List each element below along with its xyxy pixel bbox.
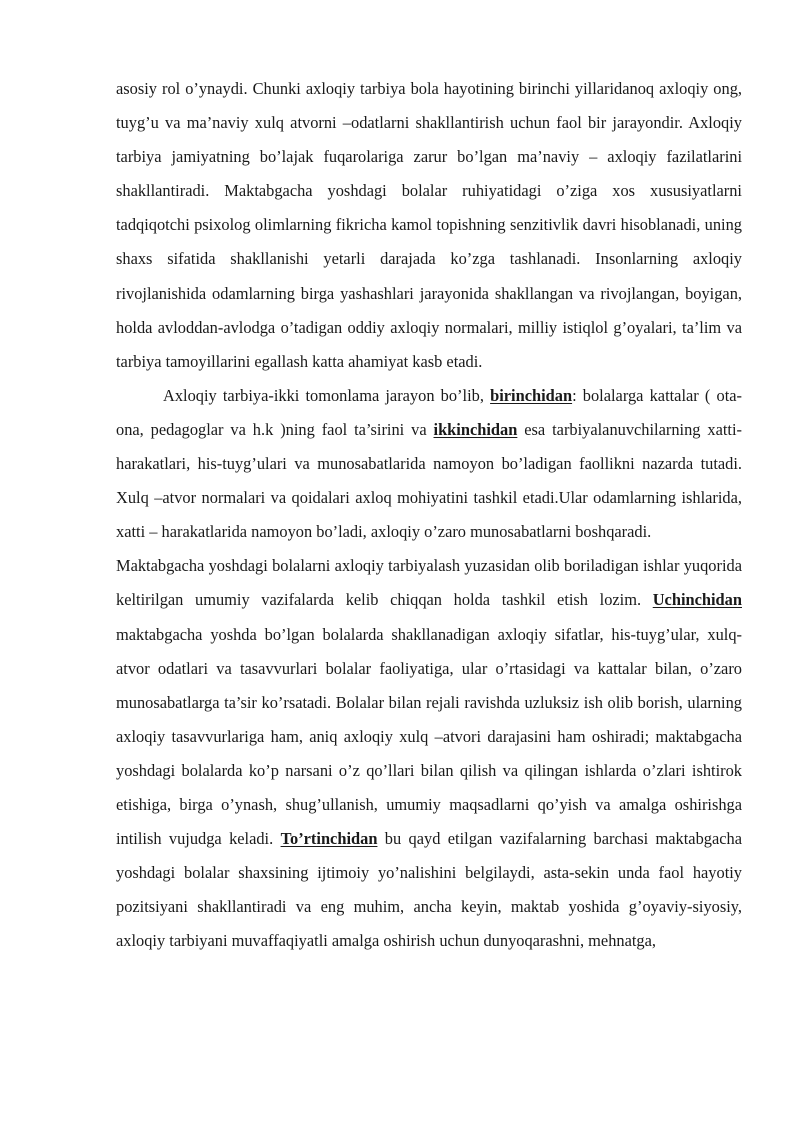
keyword-birinchidan: birinchidan xyxy=(490,385,573,405)
paragraph-text: Maktabgacha yoshdagi bolalarni axloqiy tarbiyalash yuzasidan olib boriladigan ishlar yuqorida keltirilgan umumiy vazifalarda kelib chiqqan holda tashkil etish lozim. xyxy=(116,556,742,610)
paragraph-text: : bolalarga kattalar ( ota-ona, pedagoglar va h.k )ning faol ta’sirini va xyxy=(116,385,742,439)
keyword-ikkinchidan: ikkinchidan xyxy=(433,419,518,439)
keyword-uchinchidan: Uchinchidan xyxy=(652,590,742,610)
paragraph-text: asosiy rol o’ynaydi. Chunki axloqiy tarbiya bola hayotining birinchi yillaridanoq axloqiy ong, tuyg’u va ma’naviy xulq atvorni –odatlarni shakllantirish uchun faol bir jarayondir. Axloqiy tarbiya jamiyatning bo’lajak fuqarolariga zarur bo’lgan ma’naviy – axloqiy fazilatlarini shakllantiradi. Maktabgacha yoshdagi bolalar ruhiyatidagi o’ziga xos xususiyatlarni tadqiqotchi psixolog olimlarning fikricha kamol topishning senzitivlik davri hisoblanadi, uning shaxs sifatida shakllanishi yetarli darajada ko’zga tashlanadi. Insonlarning axloqiy rivojlanishida odamlarning birga yashashlari jarayonida shakllangan va rivojlangan, boyigan, holda avloddan-avlodga o’tadigan oddiy axloqiy normalari, milliy istiqlol g’oyalari, ta’lim va tarbiya tamoyillarini egallash katta ahamiyat kasb etadi. xyxy=(116,79,742,371)
paragraph-1 xyxy=(116,72,742,379)
paragraph-text: Axloqiy tarbiya-ikki tomonlama jarayon bo’lib, xyxy=(163,385,491,405)
body-text xyxy=(116,72,742,958)
keyword-tortinchidan: To’rtinchidan xyxy=(280,829,378,849)
paragraph-3 xyxy=(116,549,742,958)
paragraph-text: bu qayd etilgan vazifalarning barchasi maktabgacha yoshdagi bolalar shaxsining ijtimoiy yo’nalishini belgilaydi, asta-sekin unda faol hayotiy pozitsiyani shakllantiradi va eng muhim, ancha keyin, maktab yoshida g’oyaviy-siyosiy, axloqiy tarbiyani muvaffaqiyatli amalga oshirish uchun dunyoqarashni, mehnatga, xyxy=(116,829,742,951)
paragraph-text: esa tarbiyalanuvchilarning xatti-harakatlari, his-tuyg’ulari va munosabatlarida namoyon bo’ladigan faollikni nazarda tutadi. Xulq –atvor normalari va qoidalari axloq mohiyatini tashkil etadi.Ular odamlarning ishlarida, xatti – harakatlarida namoyon bo’ladi, axloqiy o’zaro munosabatlarni boshqaradi. xyxy=(116,419,742,542)
paragraph-text: maktabgacha yoshda bo’lgan bolalarda shakllanadigan axloqiy sifatlar, his-tuyg’ular, xulq-atvor odatlari va tasavvurlari bolalar faoliyatiga, ular o’rtasidagi va kattalar bilan, o’zaro munosabatlarga ta’sir ko’rsatadi. Bolalar bilan rejali ravishda uzluksiz ish olib borish, ularning axloqiy tasavvurlariga ham, aniq axloqiy xulq –atvori darajasini ham oshiradi; maktabgacha yoshdagi bolalarda ko’p narsani o’z qo’llari bilan qilish va qilingan ishlarda o’zlari ishtirok etishiga, birga o’ynash, shug’ullanish, umumiy maqsadlarni qo’yish va amalga oshirishga intilish vujudga keladi. xyxy=(116,624,742,849)
paragraph-2 xyxy=(116,379,742,549)
